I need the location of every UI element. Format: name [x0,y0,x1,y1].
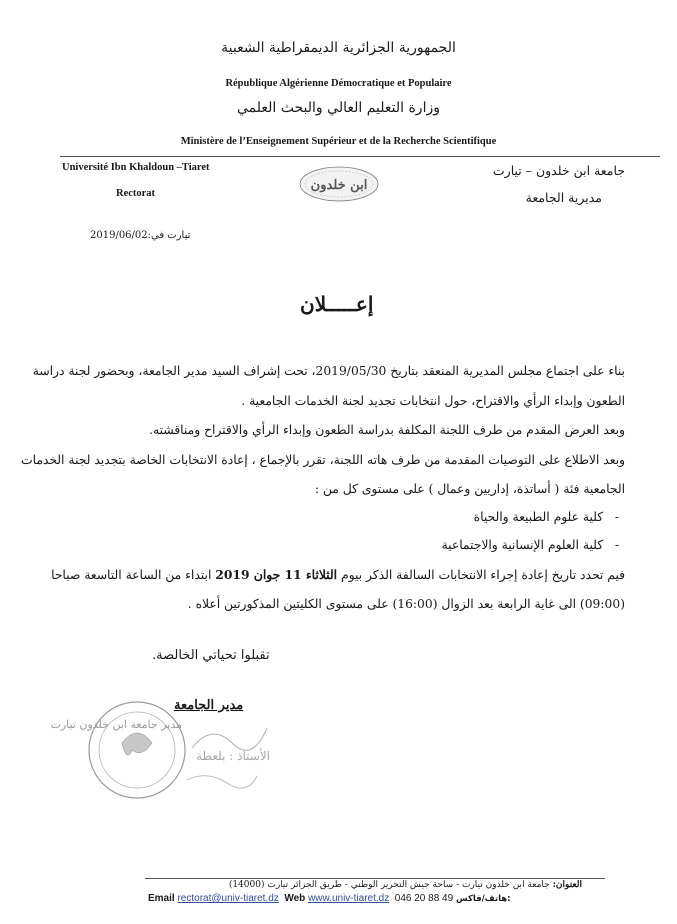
document-date [90,230,190,241]
date-value: 2019/06/02 [90,230,148,241]
address-text: جامعة ابن خلدون تيارت - ساحة جيش التحرير الوطني - طريق الجزائر تيارت (14000) [228,880,550,890]
stamp-text-2: الأستاذ : بلعطة [196,749,270,763]
republic-ar: الجمهورية الجزائرية الديمقراطية الشعبية [221,40,456,56]
bullet-item-1 [474,510,619,524]
closing-greeting: تقبلوا تحياتي الخالصة. [152,648,270,663]
university-name-ar: جامعة ابن خلدون – تيارت [492,163,625,178]
rectorat-fr: Rectorat [116,188,156,199]
official-stamp [50,688,282,818]
ministry-fr: Ministère de l’Enseignement Supérieur et de la Recherche Scientifique [180,136,497,147]
footer-address [229,880,582,890]
header-rule [60,156,660,157]
phone-label: هاتف/فاكس: [455,894,511,904]
email-label: Email [148,893,175,904]
signature-scribble [192,728,267,750]
body-line-7: (09:00) الى غاية الرابعة بعد الزوال (16:00) على مستوى الكليتين المذكورتين أعلاه . [187,597,625,611]
signatory-title: مدير الجامعة [174,698,244,713]
election-date: الثلاثاء 11 جوان 2019 [215,567,338,582]
body-line-5: الجامعية فئة ( أساتذة، إداريين وعمال ) على مستوى كل من : [314,482,625,496]
body-line-1: بناء على اجتماع مجلس المديرية المنعقد بتاريخ 2019/05/30، تحت إشراف السيد مدير الجامعة، وبحضور لجنة دراسة [32,364,625,378]
web-link[interactable]: www.univ-tiaret.dz [308,893,390,904]
footer-rule [145,878,605,879]
address-label: العنوان: [552,880,582,890]
ministry-ar: وزارة التعليم العالي والبحث العلمي [237,100,440,116]
body-line-4: وبعد الاطلاع على التوصيات المقدمة من طرف هاته اللجنة، تقرر بالإجماع ، إعادة الانتخابات الخاصة بتجديد لجنة الخدمات [21,453,625,467]
body-line-2: الطعون وإبداء الرأي والاقتراح، حول انتخابات تجديد لجنة الخدمات الجامعية . [241,394,625,408]
university-name-fr: Université Ibn Khaldoun –Tiaret [62,162,210,173]
email-link[interactable]: rectorat@univ-tiaret.dz [177,893,279,904]
logo-text: ابن خلدون [310,178,368,193]
bullet-text: كلية علوم الطبيعة والحياة [473,510,604,524]
bullet-dash: - [603,510,619,524]
body-line-6 [51,567,625,582]
signature-scribble-2 [187,776,257,788]
stamp-text-1: مدير جامعة ابن خلدون تيارت [50,718,182,731]
stamp-emblem [122,733,152,755]
line6-part-b: ابتداء من الساعة التاسعة صباحا [51,568,212,582]
footer-contacts [148,893,511,904]
web-label: Web [284,893,306,904]
phone-number: 046 20 88 49 [394,893,454,904]
date-prefix: تيارت في: [147,230,191,241]
bullet-dash: - [603,538,619,552]
announcement-title: إعـــــلان [300,292,374,316]
bullet-item-2 [442,538,619,552]
republic-fr: République Algérienne Démocratique et Populaire [225,78,452,89]
university-logo [298,165,380,203]
bullet-text: كلية العلوم الإنسانية والاجتماعية [441,538,604,552]
body-line-3: وبعد العرض المقدم من طرف اللجنة المكلفة بدراسة الطعون وإبداء الرأي والاقتراح ومناقشته. [149,423,625,437]
line6-part-a: فيم تحدد تاريخ إعادة إجراء الانتخابات السالفة الذكر بيوم [340,568,625,582]
rectorat-ar: مديرية الجامعة [525,190,602,205]
